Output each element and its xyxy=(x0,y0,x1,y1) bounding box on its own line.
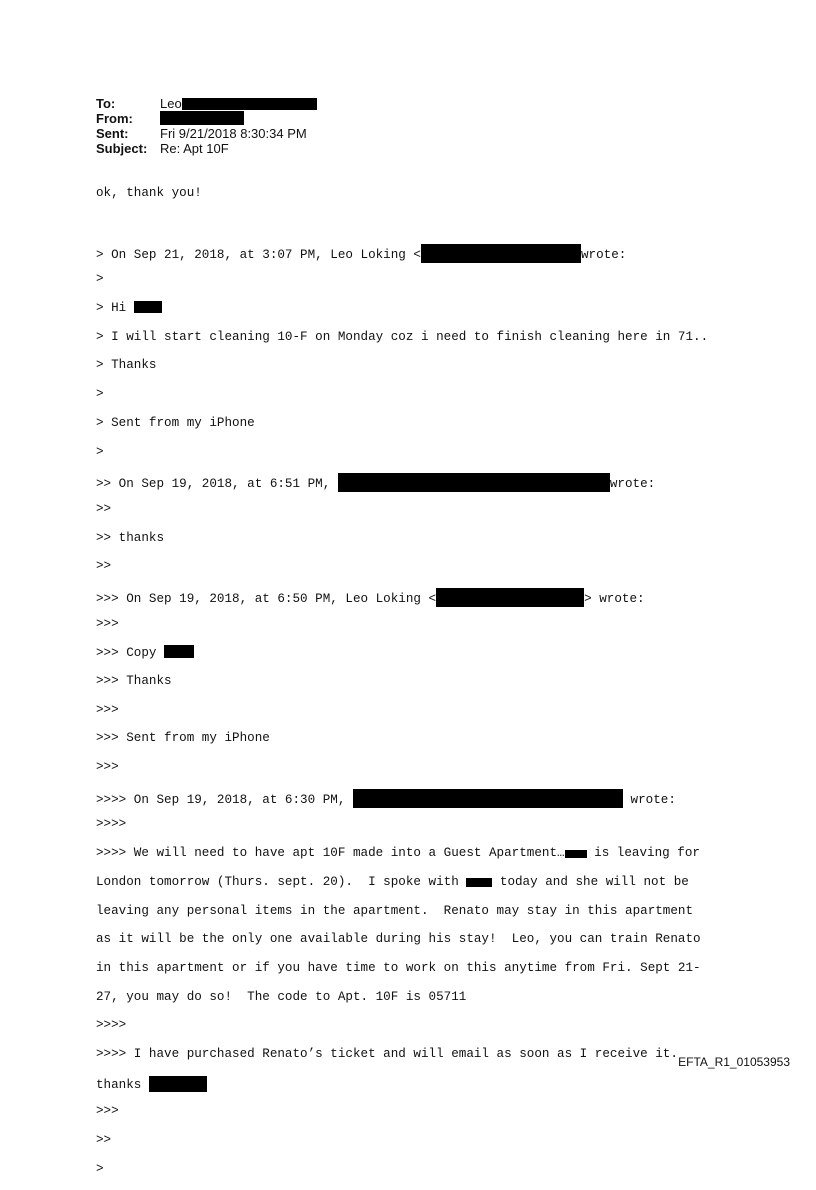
redaction-block xyxy=(421,244,581,263)
body-line: >>>> xyxy=(96,1018,127,1033)
body-line: >>> xyxy=(96,616,119,631)
body-line xyxy=(96,875,708,889)
email-body xyxy=(96,172,708,1190)
subject-label: Subject: xyxy=(96,141,148,156)
quote-text: >>>> We will need to have apt 10F made into a Guest Apartment… xyxy=(96,846,565,861)
body-line: >> thanks xyxy=(96,530,165,545)
body-line xyxy=(96,846,708,860)
redaction-block xyxy=(182,98,317,110)
body-line: >>> Thanks xyxy=(96,674,172,689)
body-line: leaving any personal items in the apartment. Renato may stay in this apartment xyxy=(96,903,694,918)
from-label: From: xyxy=(96,111,133,126)
document-id: EFTA_R1_01053953 xyxy=(678,1055,790,1069)
to-value xyxy=(160,96,317,111)
body-line xyxy=(96,588,708,606)
body-line: > xyxy=(96,444,104,459)
redaction-block xyxy=(160,111,244,125)
body-line: >>> Sent from my iPhone xyxy=(96,731,270,746)
quote-text: wrote: xyxy=(580,247,627,262)
redaction-block xyxy=(436,588,584,607)
body-line: >>> xyxy=(96,760,119,775)
quote-text: today and she will not be xyxy=(492,874,689,889)
quote-text: > wrote: xyxy=(584,591,645,606)
body-line: > Thanks xyxy=(96,358,157,373)
body-line xyxy=(96,645,708,659)
body-line: >> xyxy=(96,501,112,516)
body-line: >>> xyxy=(96,702,119,717)
quote-text: > Hi xyxy=(96,301,134,316)
from-row xyxy=(96,111,317,126)
body-line: ok, thank you! xyxy=(96,186,202,201)
body-line xyxy=(96,244,708,262)
body-line: >>>> I have purchased Renato’s ticket and will email as soon as I receive it. xyxy=(96,1046,678,1061)
body-line: >>> xyxy=(96,1104,119,1119)
quote-text: >>> Copy xyxy=(96,646,165,661)
quote-text: wrote: xyxy=(609,477,656,492)
body-line xyxy=(96,473,708,492)
body-line xyxy=(96,789,708,807)
quote-text: >>>> On Sep 19, 2018, at 6:30 PM, xyxy=(96,792,353,807)
body-line: > I will start cleaning 10-F on Monday coz i need to finish cleaning here in 71.. xyxy=(96,329,709,344)
body-line: >>>> xyxy=(96,817,127,832)
redaction-block xyxy=(149,1076,207,1092)
body-line: > xyxy=(96,1161,104,1176)
sent-label: Sent: xyxy=(96,126,129,141)
quote-text: > On Sep 21, 2018, at 3:07 PM, Leo Loking < xyxy=(96,247,421,262)
body-line: as it will be the only one available during his stay! Leo, you can train Renato xyxy=(96,932,701,947)
to-name: Leo xyxy=(160,96,182,111)
body-line: > xyxy=(96,387,104,402)
sent-value: Fri 9/21/2018 8:30:34 PM xyxy=(160,126,307,141)
body-line xyxy=(96,215,708,229)
to-label: To: xyxy=(96,96,116,111)
redaction-block xyxy=(134,301,162,313)
body-line: in this apartment or if you have time to work on this anytime from Fri. Sept 21- xyxy=(96,960,701,975)
body-line xyxy=(96,301,708,315)
body-line: >> xyxy=(96,1133,112,1148)
body-line: > xyxy=(96,272,104,287)
to-row xyxy=(96,96,317,111)
body-line: >> xyxy=(96,559,112,574)
redaction-block xyxy=(338,473,610,492)
from-value xyxy=(160,111,244,126)
quote-text: >>> On Sep 19, 2018, at 6:50 PM, Leo Loking < xyxy=(96,591,437,606)
subject-row xyxy=(96,141,317,156)
redaction-block xyxy=(164,645,194,658)
redaction-block xyxy=(353,789,623,808)
quote-text: thanks xyxy=(96,1077,149,1092)
redaction-block xyxy=(565,850,587,858)
quote-text: is leaving for xyxy=(586,846,700,861)
body-line: 27, you may do so! The code to Apt. 10F is 05711 xyxy=(96,989,467,1004)
email-header xyxy=(96,96,317,156)
quote-text: London tomorrow (Thurs. sept. 20). I spoke with xyxy=(96,874,467,889)
body-line xyxy=(96,1076,708,1090)
sent-row xyxy=(96,126,317,141)
redaction-block xyxy=(466,878,492,887)
quote-text: >> On Sep 19, 2018, at 6:51 PM, xyxy=(96,477,338,492)
subject-value: Re: Apt 10F xyxy=(160,141,229,156)
quote-text: wrote: xyxy=(622,792,676,807)
body-line: > Sent from my iPhone xyxy=(96,415,255,430)
